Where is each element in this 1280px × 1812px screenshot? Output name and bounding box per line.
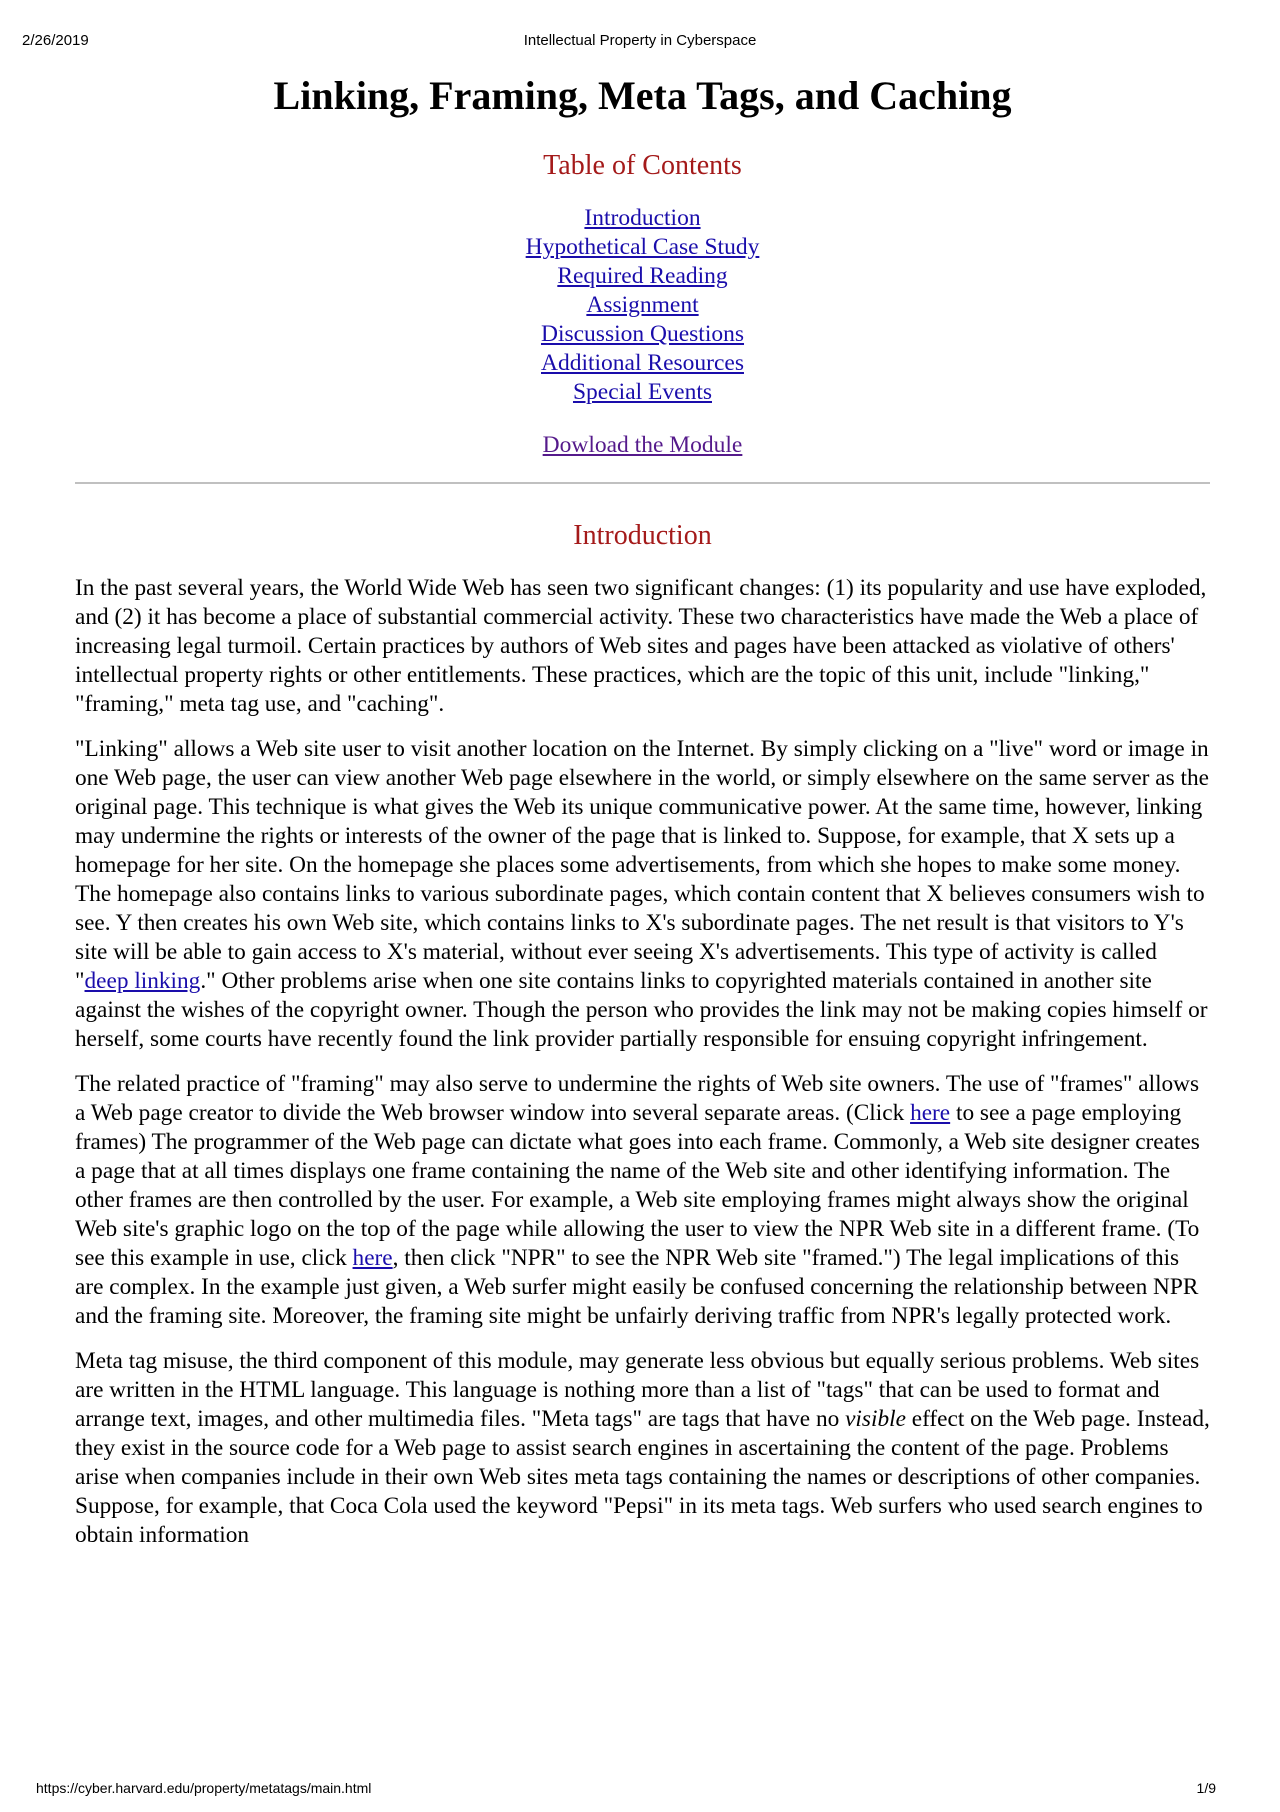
toc-link-introduction[interactable]: Introduction <box>584 205 701 231</box>
introduction-heading: Introduction <box>573 520 712 551</box>
print-url: https://cyber.harvard.edu/property/metatags/main.html <box>36 1780 372 1796</box>
toc-link-special-events[interactable]: Special Events <box>572 379 712 405</box>
intro-paragraph-3 <box>75 1070 1210 1331</box>
paragraph-text: "Linking" allows a Web site user to visit another location on the Internet. By simply clicking on a "live" word or image in one Web page, the user can view another Web page elsewhere in the world, or simply elsewhere on the same server as the original page. This technique is what gives the Web its unique communicative power. At the same time, however, linking may undermine the rights or interests of the owner of the page that is linked to. Suppose, for example, that X sets up a homepage for her site. On the homepage she places some advertisements, from which she hopes to make some money. The homepage also contains links to various subordinate pages, which contain content that X believes consumers wish to see. Y then creates his own Web site, which contains links to X's subordinate pages. The net result is that visitors to Y's site will be able to gain access to X's material, without ever seeing X's advertisements. This type of activity is called " <box>75 736 1209 994</box>
download-module-link[interactable]: Dowload the Module <box>542 432 743 458</box>
print-page-title: Intellectual Property in Cyberspace <box>523 32 757 49</box>
print-header <box>0 32 1280 52</box>
emphasis-text: visible <box>845 1406 906 1432</box>
paragraph-text: ." Other problems arise when one site contains links to copyrighted materials contained in another site against the wishes of the copyright owner. Though the person who provides the link may not be making copies himself or herself, some courts have recently found the link provider partially responsible for ensuing copyright infringement. <box>75 968 1208 1052</box>
page-number: 1/9 <box>1196 1780 1216 1796</box>
paragraph-text: The related practice of "framing" may also serve to undermine the rights of Web site owners. The use of "frames" allows a Web page creator to divide the Web browser window into several separate areas. (Click <box>75 1071 1200 1126</box>
toc-link-discussion-questions[interactable]: Discussion Questions <box>540 321 745 347</box>
toc-link-case-study[interactable]: Hypothetical Case Study <box>525 234 760 260</box>
print-footer <box>0 1780 1280 1800</box>
document-body <box>75 70 1210 1550</box>
deep-linking-link[interactable]: deep linking <box>84 968 201 994</box>
intro-paragraph-2 <box>75 735 1210 1054</box>
toc-link-assignment[interactable]: Assignment <box>586 292 699 318</box>
toc-link-required-reading[interactable]: Required Reading <box>557 263 728 289</box>
toc-heading: Table of Contents <box>543 150 742 181</box>
npr-frame-example-link[interactable]: here <box>352 1245 393 1271</box>
paragraph-text: to see a page employing frames) The programmer of the Web page can dictate what goes into each frame. Commonly, a Web site designer creates a page that at all times displays one frame containing the name of the Web site and other identifying information. The other frames are then controlled by the user. For example, a Web site employing frames might always show the original Web site's graphic logo on the top of the page while allowing the user to view the NPR Web site in a different frame. (To see this example in use, click <box>75 1100 1200 1271</box>
frames-example-link[interactable]: here <box>910 1100 951 1126</box>
page-title: Linking, Framing, Meta Tags, and Caching <box>273 73 1012 118</box>
paragraph-text: , then click "NPR" to see the NPR Web site "framed.") The legal implications of this are complex. In the example just given, a Web surfer might easily be confused concerning the relationship between NPR and the framing site. Moreover, the framing site might be unfairly deriving traffic from NPR's legally protected work. <box>75 1245 1199 1329</box>
intro-paragraph-4 <box>75 1347 1210 1550</box>
paragraph-text: Meta tag misuse, the third component of this module, may generate less obvious but equally serious problems. Web sites are written in the HTML language. This language is nothing more than a list of "tags" that can be used to format and arrange text, images, and other multimedia files. "Meta tags" are tags that have no <box>75 1348 1200 1432</box>
paragraph-text: effect on the Web page. Instead, they exist in the source code for a Web page to assist search engines in ascertaining the content of the page. Problems arise when companies include in their own Web sites meta tags containing the names or descriptions of other companies. Suppose, for example, that Coca Cola used the keyword "Pepsi" in its meta tags. Web surfers who used search engines to obtain information <box>75 1406 1210 1548</box>
toc-link-additional-resources[interactable]: Additional Resources <box>541 350 744 376</box>
print-date: 2/26/2019 <box>22 32 89 49</box>
table-of-contents <box>75 204 1210 460</box>
intro-paragraph-1: In the past several years, the World Wide Web has seen two significant changes: (1) its popularity and use have exploded, and (2) it has become a place of substantial commercial activity. These two characteristics have made the Web a place of increasing legal turmoil. Certain practices by authors of Web sites and pages have been attacked as violative of others' intellectual property rights or other entitlements. These practices, which are the topic of this unit, include "linking," "framing," meta tag use, and "caching". <box>75 575 1207 717</box>
